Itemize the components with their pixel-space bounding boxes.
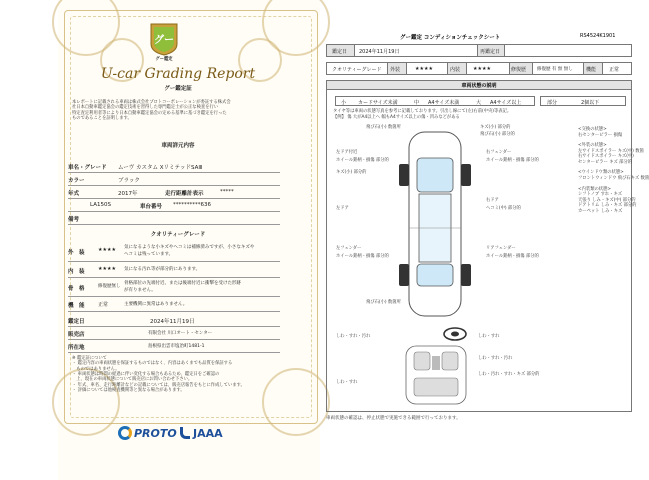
callout-left: ホイール銘柄・損傷 部分的 xyxy=(336,158,389,163)
callout-right: 飛び石(小) 部分的 xyxy=(480,132,515,137)
callout-left: 飛び石(小) 数箇所 xyxy=(366,125,401,130)
vin-label: 車台番号 xyxy=(140,204,163,210)
size-legend xyxy=(335,96,535,106)
jaaa-logo-icon xyxy=(180,427,190,439)
intro-line: 社日本自動車鑑定協会の鑑定技術を習得した専門鑑定士が公正な検査を行い xyxy=(72,105,219,111)
vehicle-section-title: 車両詳元内容 xyxy=(161,143,195,149)
callout-left: 左ドア xyxy=(336,206,349,211)
quality-stars: ★★★★ xyxy=(98,247,116,253)
model-value: ムーヴ カスタム XリミテッドSAⅢ xyxy=(118,165,203,171)
side-note: 右センターピラー 損傷 xyxy=(578,132,623,138)
quality-label: 機 能 xyxy=(68,303,85,309)
quality-label: 外 装 xyxy=(68,250,85,256)
callout-right: ホイール銘柄・損傷 部分的 xyxy=(486,254,539,259)
quality-desc: 気になるような小キズやヘコミは補修済みですが、小さなキズや xyxy=(124,245,255,250)
quality-section-title: クオリティーグレード xyxy=(150,232,206,238)
model-row xyxy=(68,160,280,173)
year-value: 2017年 xyxy=(118,191,138,197)
note-line: ・ 評価については他検査機関等と異なる場合があります。 xyxy=(72,388,185,394)
date-row xyxy=(68,314,280,327)
size-small: 小 xyxy=(341,100,347,106)
car-interior-diagram xyxy=(400,344,472,406)
certificate-subtitle: グー鑑定証 xyxy=(164,86,192,92)
sheet-date-value: 2024年11月19日 xyxy=(359,49,400,55)
shop-row xyxy=(68,327,280,340)
callout-right: 右フェンダー xyxy=(486,150,512,155)
address-label: 所在地 xyxy=(68,345,85,351)
vin-row xyxy=(68,199,280,212)
grade-interior-value: ★★★★ xyxy=(473,66,491,72)
quality-stars: ★★★★ xyxy=(98,266,116,272)
sheet-title: グー鑑定 コンディションチェックシート xyxy=(400,35,501,41)
quality-desc: が有りません。 xyxy=(124,288,156,293)
quality-stars: 正常 xyxy=(98,302,109,308)
size-large-desc: A4サイズ以上 xyxy=(490,100,522,106)
grade-repair-value: 修復歴 有 無 無し xyxy=(537,67,573,72)
reinspect-label: 再鑑定日 xyxy=(480,49,501,55)
grade-function-value: 正常 xyxy=(609,67,620,73)
side-note: 右サイドスポイラー キズ(中) xyxy=(578,154,634,160)
steering-wheel-icon xyxy=(442,326,468,342)
sheet-date-label: 鑑定日 xyxy=(332,49,348,55)
callout-left: ホイール銘柄・損傷 部分的 xyxy=(336,254,389,259)
part-value: 2個以下 xyxy=(581,100,600,106)
remarks-label: 備考 xyxy=(68,217,80,223)
address-row xyxy=(68,340,280,353)
intro-line: 本レポートに記載される車両は株式会社プロトコーポレーションが委託する株式会 xyxy=(72,100,231,105)
ornament-swirl xyxy=(262,368,330,436)
side-note: <内装類の状態> xyxy=(578,186,611,192)
side-note: <ウインドウ類の状態> xyxy=(578,170,624,176)
side-note: ドアトリム しみ・キズ 部分的 xyxy=(578,203,637,209)
car-diagram-top xyxy=(395,124,475,324)
mileage-value: ***** xyxy=(220,189,234,195)
callout-left: 左ドア付近 xyxy=(336,150,358,155)
side-notes xyxy=(578,127,649,215)
note-line: 上、現在の車両状態について販売店にお問い合わせ下さい。 xyxy=(72,377,193,383)
proto-logo-icon xyxy=(118,426,132,440)
year-label: 年式 xyxy=(68,191,80,197)
quality-desc: 主要機関に異常はありません。 xyxy=(124,302,188,307)
mileage-label: 走行距離計表示 xyxy=(165,191,204,197)
note-line: ものではありません。 xyxy=(72,366,120,372)
quality-row-interior xyxy=(68,262,280,278)
side-note: センターピラー キズ 部分的 xyxy=(578,159,633,165)
callout-left: 左フェンダー xyxy=(336,246,362,251)
side-note: <交換の状態> xyxy=(578,127,607,132)
year-row xyxy=(68,186,280,199)
quality-row-frame xyxy=(68,278,280,297)
size-medium-desc: A4サイズ未満 xyxy=(428,100,460,106)
quality-label: 内 装 xyxy=(68,269,85,275)
legend-example: 【例】 傷 大がA4以上ヘ 幅もA4サイズ以上の傷・凹みなどがある xyxy=(333,115,460,120)
date-value: 2024年11月19日 xyxy=(150,319,195,325)
callout-right: ホイール銘柄・損傷 部分的 xyxy=(486,158,539,163)
intro-line: 特定査定利用者等により日本自動車鑑定協会の定める基準に基づき鑑定を行った xyxy=(72,110,227,116)
badge-title: グー鑑定 xyxy=(155,57,173,62)
proto-logo-text: PROTO xyxy=(134,427,177,440)
intro-text xyxy=(72,100,231,121)
address-value: 島根県出雲市塩冶町1481-1 xyxy=(148,344,205,349)
interior-note-right: しわ・汚れ・すれ・キズ 部分的 xyxy=(478,372,540,377)
goo-badge-icon xyxy=(148,22,180,56)
side-note: 左サイドスポイラー キズ(中) 数箇 xyxy=(578,148,644,154)
intro-line: ものであることを証明します。 xyxy=(72,116,132,122)
part-legend xyxy=(540,96,626,106)
side-note: 天張り しみ・キズ(中) 部分的 xyxy=(578,197,636,203)
quality-desc: 気になる汚れ等が部分的にあります。 xyxy=(124,267,201,272)
interior-note-right: しわ・すれ・汚れ xyxy=(478,356,513,361)
callout-left: 飛び石(小) 数箇所 xyxy=(366,300,401,305)
side-note: シフトノブ すれ・キズ xyxy=(578,192,622,198)
jaaa-logo-text: JAAA xyxy=(193,427,223,440)
grade-repair-label: 修復歴 xyxy=(511,67,527,73)
part-label: 部分 xyxy=(547,100,558,106)
notes-title: ※ 鑑定証について xyxy=(72,356,107,361)
model-label: 車名・グレード xyxy=(68,165,107,171)
model-code: LA150S xyxy=(90,202,111,208)
side-note: フロントウィンドウ 飛び石キズ 数箇 xyxy=(578,176,649,182)
grade-label: クオリティーグレード xyxy=(332,67,382,73)
size-small-desc: カードサイズ未満 xyxy=(358,100,398,106)
callout-right: リアフェンダー xyxy=(486,246,516,251)
remarks-row xyxy=(68,212,280,225)
color-value: ブラック xyxy=(118,178,140,184)
callout-right: 右ドア xyxy=(486,198,499,203)
quality-desc: 骨格部位の先端付近、または後端付近に衝撃を受けた形跡 xyxy=(124,281,241,286)
shop-value: 有限会社 川口オート・センター xyxy=(148,331,213,336)
sheet-serial: RS4524K1901 xyxy=(580,33,616,39)
vin-value: **********636 xyxy=(173,202,211,208)
side-note: <外装の状態> xyxy=(578,143,607,149)
callout-right: ヘコミ(中) 部分的 xyxy=(486,206,521,211)
sheet-date-row xyxy=(326,44,632,57)
report-title: U-car Grading Report xyxy=(100,66,256,82)
note-line: ・ 車両状態は時間の経過に伴い変化する場合もあるため、鑑定日をご確認の xyxy=(72,372,220,378)
sheet-grade-row xyxy=(326,62,632,75)
interior-note-left: しわ・すれ xyxy=(336,380,358,385)
svg-text:グー: グー xyxy=(154,35,174,46)
note-line: ・ 鑑定内容の車両状態を保証するものではなく、内容はあくまでも品質を保証する xyxy=(72,361,233,367)
note-line: ・ 年式、車名、走行距離計などの記載については、販売店報告をもとに作成しています。 xyxy=(72,382,245,388)
sheet-footer: 車両状態の確認は、停止状態で実施できる範囲で行っております。 xyxy=(326,416,461,421)
grade-exterior-label: 外装 xyxy=(390,67,401,73)
grade-interior-label: 内装 xyxy=(450,67,461,73)
condition-section-title: 車両状態の説明 xyxy=(461,83,497,89)
interior-note-right: しわ・すれ xyxy=(478,334,500,339)
size-large: 大 xyxy=(476,100,482,106)
quality-desc: ヘコミは残っています。 xyxy=(124,252,174,257)
color-row xyxy=(68,173,280,186)
quality-stars: 修復歴無し xyxy=(98,284,121,289)
color-label: カラー xyxy=(68,178,85,184)
quality-row-exterior xyxy=(68,242,280,262)
callout-left: キズ(小) 部分的 xyxy=(336,170,367,175)
certificate-notes xyxy=(72,356,245,394)
interior-note-left: しわ・すれ・汚れ xyxy=(336,334,371,339)
grade-function-label: 機能 xyxy=(586,67,597,73)
quality-label: 骨 格 xyxy=(68,286,85,292)
grade-exterior-value: ★★★★ xyxy=(415,66,433,72)
date-label: 鑑定日 xyxy=(68,319,85,325)
size-medium: 中 xyxy=(414,100,420,106)
quality-row-function xyxy=(68,297,280,312)
callout-right: キズ(小) 部分的 xyxy=(480,125,511,130)
legend-note: タイヤ等は車両の状態写真を参考に記載しております。引出し線にて(左)右前(中央)等表記。 xyxy=(333,109,512,114)
shop-label: 販売店 xyxy=(68,332,85,338)
side-note: カーペット しみ・キズ xyxy=(578,208,623,214)
